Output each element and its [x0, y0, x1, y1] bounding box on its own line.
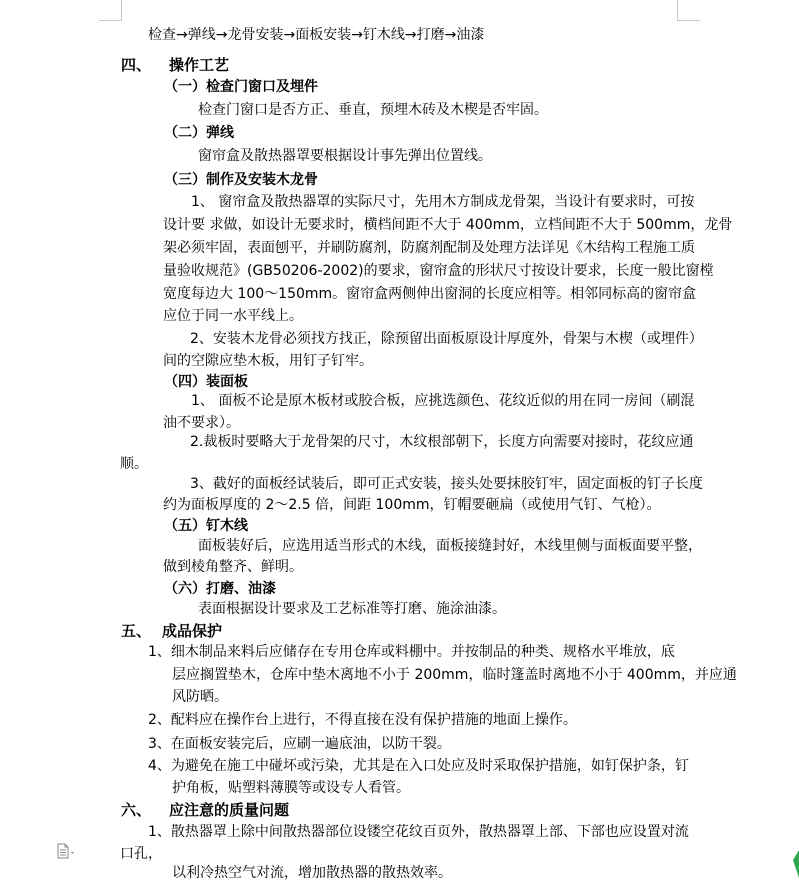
subsection-2-title: （二）弹线	[164, 125, 234, 141]
subsection-4-title: （四）装面板	[164, 374, 248, 390]
paragraph-line: 油不要求）。	[163, 415, 240, 431]
paragraph-line: 架必须牢固，表面刨平，并刷防腐剂，防腐剂配制及处理方法详见《木结构工程施工质	[163, 240, 695, 256]
paragraph-line: 应位于同一水平线上。	[163, 308, 303, 324]
section-4-title: 操作工艺	[169, 56, 230, 74]
subsection-6-body: 表面根据设计要求及工艺标准等打磨、施涂油漆。	[198, 601, 506, 617]
paragraph-line: 间的空隙应垫木板，用钉子钉牢。	[163, 353, 373, 369]
subsection-2-body: 窗帘盒及散热器罩要根据设计事先弹出位置线。	[198, 148, 492, 164]
list-item: 层应搁置垫木，仓库中垫木离地不小于 200mm，临时篷盖时离地不小于 400mm，并应通	[172, 667, 737, 683]
subsection-1-title: （一）检查门窗口及埋件	[164, 79, 318, 95]
paragraph-line: 1、 窗帘盒及散热器罩的实际尺寸，先用木方制成龙骨架，当设计有要求时，可按	[191, 194, 695, 210]
crop-mark-right-horizontal	[677, 20, 700, 21]
subsection-1-body: 检查门窗口是否方正、垂直，预埋木砖及木楔是否牢固。	[198, 102, 548, 118]
crop-mark-left-horizontal	[99, 20, 122, 21]
list-item: 3、在面板安装完后，应刷一遍底油，以防干裂。	[148, 736, 451, 752]
paragraph-line: 设计要 求做，如设计无要求时，横档间距不大于 400mm，立档间距不大于 500mm，龙骨	[163, 217, 733, 233]
paragraph-line: 做到棱角整齐、鲜明。	[163, 559, 303, 575]
scroll-edge-indicator	[793, 850, 799, 878]
paragraph-line: 面板装好后，应选用适当形式的木线，面板接缝封好，木线里侧与面板面要平整，	[198, 538, 702, 554]
paragraph-line: 约为面板厚度的 2～2.5 倍，间距 100mm，钉帽要砸扁（或使用气钉、气枪）。	[163, 497, 661, 513]
section-4-number: 四、	[121, 56, 152, 74]
paragraph-line: 宽度每边大 100～150mm。窗帘盒两侧伸出窗洞的长度应相等。相邻同标高的窗帘盒	[163, 286, 697, 302]
section-5-title: 成品保护	[162, 622, 223, 640]
section-6-number: 六、	[121, 801, 152, 819]
process-flow: 检查→弹线→龙骨安装→面板安装→钉木线→打磨→油漆	[148, 27, 485, 43]
paragraph-line: 2.裁板时要略大于龙骨架的尺寸，木纹根部朝下，长度方向需要对接时，花纹应通	[190, 434, 694, 450]
paragraph-line: 2、安装木龙骨必须找方找正，除预留出面板原设计厚度外，骨架与木楔（或埋件）	[190, 331, 703, 347]
subsection-5-title: （五）钉木线	[164, 518, 248, 534]
paragraph-line: 3、截好的面板经试装后，即可正式安装，接头处要抹胶钉牢，固定面板的钉子长度	[190, 476, 703, 492]
paragraph-line: 1、散热器罩上除中间散热器部位设镂空花纹百页外，散热器罩上部、下部也应设置对流	[148, 824, 689, 840]
subsection-3-title: （三）制作及安装木龙骨	[164, 172, 318, 188]
crop-mark-right-vertical	[677, 0, 678, 20]
list-item: 4、为避免在施工中碰坏或污染，尤其是在入口处应及时采取保护措施，如钉保护条，钉	[148, 758, 689, 774]
paragraph-line: 以利冷热空气对流，增加散热器的散热效率。	[172, 865, 452, 881]
paragraph-line: 顺。	[120, 456, 148, 472]
crop-mark-left-vertical	[121, 0, 122, 20]
list-item: 1、细木制品来料后应储存在专用仓库或料棚中。并按制品的种类、规格水平堆放，底	[148, 644, 675, 660]
paragraph-line: 口孔，	[120, 846, 162, 862]
paragraph-line: 量验收规范》(GB50206-2002)的要求，窗帘盒的形状尺寸按设计要求，长度一般比窗樘	[163, 263, 714, 279]
list-item: 2、配料应在操作台上进行，不得直接在没有保护措施的地面上操作。	[148, 712, 577, 728]
document-icon[interactable]	[56, 843, 78, 859]
paragraph-line: 1、 面板不论是原木板材或胶合板，应挑选颜色、花纹近似的用在同一房间（刷混	[191, 393, 695, 409]
section-5-number: 五、	[121, 622, 152, 640]
list-item: 风防晒。	[172, 689, 228, 705]
section-6-title: 应注意的质量问题	[169, 801, 290, 819]
subsection-6-title: （六）打磨、油漆	[164, 581, 276, 597]
list-item: 护角板，贴塑料薄膜等或设专人看管。	[172, 780, 410, 796]
